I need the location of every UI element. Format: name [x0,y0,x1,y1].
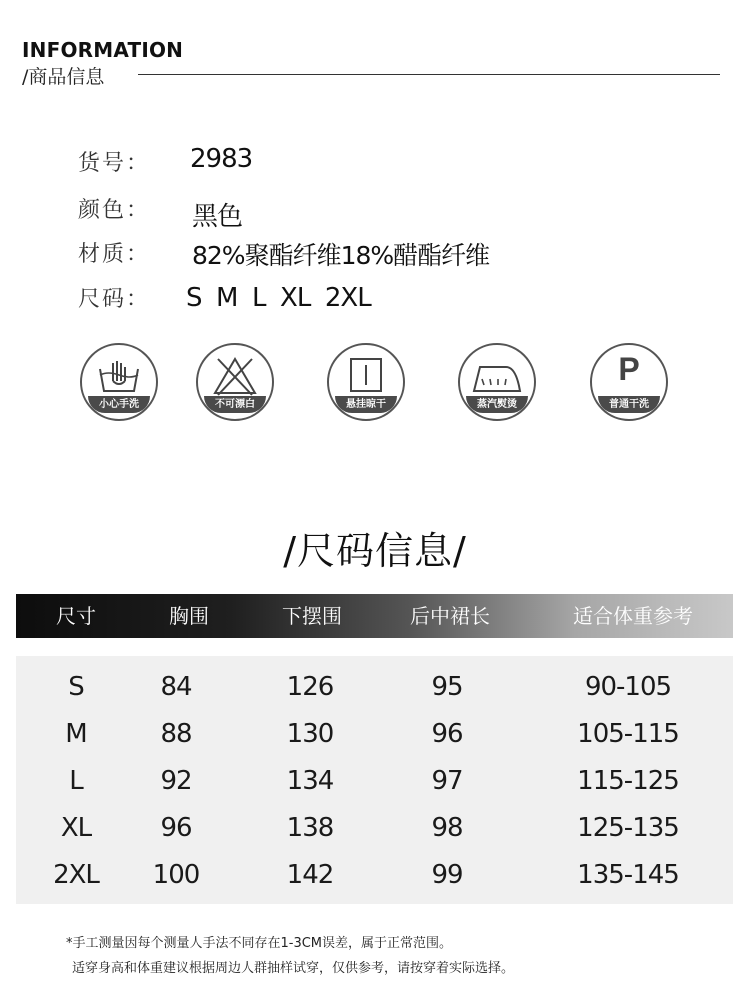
cell-bust: 100 [152,860,200,890]
sizes-value: S M L XL 2XL [186,283,371,313]
cell-weight: 135-145 [577,860,679,890]
cell-size: S [68,672,84,702]
cell-length: 98 [431,813,463,843]
table-row [16,805,733,852]
table-row [16,664,733,711]
section-title-cn: /商品信息 [22,66,105,88]
measurement-note: *手工测量因每个测量人手法不同存在1-3CM误差，属于正常范围。 [66,936,453,951]
cell-size: L [69,766,83,796]
cell-length: 96 [431,719,463,749]
header-bust: 胸围 [169,604,209,628]
care-label-no-bleach: 不可漂白 [204,396,266,413]
material-value: 82%聚酯纤维18%醋酯纤维 [192,241,490,270]
hand-wash-icon [80,343,158,421]
care-label-dry-clean: 普通干洗 [598,396,660,413]
cell-bust: 96 [160,813,192,843]
no-bleach-icon [196,343,274,421]
header-weight: 适合体重参考 [573,604,693,628]
size-info-title: /尺码信息/ [283,529,467,573]
cell-hem: 134 [286,766,334,796]
color-label: 颜色： [78,198,151,223]
item-number-label: 货号： [78,151,151,176]
cell-weight: 105-115 [577,719,679,749]
header-divider [138,74,720,75]
cell-size: M [65,719,87,749]
table-row [16,711,733,758]
cell-hem: 142 [286,860,334,890]
table-row [16,852,733,899]
cell-bust: 88 [160,719,192,749]
material-label: 材质： [78,242,151,267]
header-length: 后中裙长 [410,604,490,628]
cell-bust: 92 [160,766,192,796]
cell-hem: 130 [286,719,334,749]
dry-clean-letter: P [618,351,640,387]
cell-bust: 84 [160,672,192,702]
cell-length: 95 [431,672,463,702]
cell-length: 99 [431,860,463,890]
table-row [16,758,733,805]
header-size: 尺寸 [56,604,96,628]
cell-size: XL [60,813,92,843]
care-label-steam-iron: 蒸汽熨烫 [466,396,528,413]
cell-length: 97 [431,766,463,796]
dry-clean-p-icon [590,343,668,421]
care-label-hang-dry: 悬挂晾干 [335,396,397,413]
fit-note: 适穿身高和体重建议根据周边人群抽样试穿，仅供参考，请按穿着实际选择。 [72,961,515,976]
header-hem: 下摆围 [282,604,342,628]
care-label-hand-wash: 小心手洗 [88,396,150,413]
sizes-label: 尺码： [78,287,151,312]
cell-weight: 115-125 [577,766,679,796]
cell-hem: 126 [286,672,334,702]
size-table-header [16,594,733,638]
hang-dry-icon [327,343,405,421]
cell-weight: 90-105 [584,672,672,702]
size-table-body [16,656,733,904]
item-number-value: 2983 [190,144,253,174]
section-title-en: INFORMATION [22,38,184,62]
cell-size: 2XL [53,860,99,890]
color-value: 黑色 [192,202,243,232]
steam-iron-icon [458,343,536,421]
cell-weight: 125-135 [577,813,679,843]
cell-hem: 138 [286,813,334,843]
